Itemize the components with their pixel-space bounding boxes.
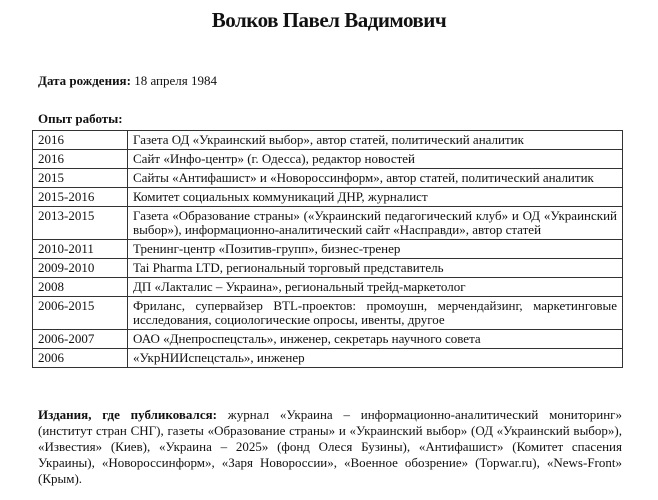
experience-row xyxy=(33,297,623,330)
experience-description-cell: Сайт «Инфо-центр» (г. Одесса), редактор новостей xyxy=(128,150,623,169)
experience-row xyxy=(33,150,623,169)
experience-description-cell: Тренинг-центр «Позитив-групп», бизнес-тренер xyxy=(128,240,623,259)
publications-text: журнал «Украина – информационно-аналитический мониторинг» (институт стран СНГ), газеты «Образование страны» и «Украинский выбор» (ОД «Украинский выбор»), «Известия» (Киев), «Украина – 2025» (фонд Олеся Бузины), «Антифашист» (Комитет спасения Украины), «Новороссинформ», «Заря Новороссии», «Военное обозрение» (Topwar.ru), «News-Front» (Крым). xyxy=(38,407,622,486)
experience-description-cell: Сайты «Антифашист» и «Новороссинформ», автор статей, политический аналитик xyxy=(128,169,623,188)
birth-date-label: Дата рождения: xyxy=(38,73,131,88)
experience-row xyxy=(33,207,623,240)
experience-period-cell: 2006-2015 xyxy=(33,297,128,330)
experience-description-cell: Газета ОД «Украинский выбор», автор статей, политический аналитик xyxy=(128,131,623,150)
person-name-heading: Волков Павел Вадимович xyxy=(211,8,447,32)
experience-period-cell: 2013-2015 xyxy=(33,207,128,240)
experience-description-cell: Комитет социальных коммуникаций ДНР, журналист xyxy=(128,188,623,207)
experience-row xyxy=(33,131,623,150)
publications-label: Издания, где публиковался: xyxy=(38,407,217,422)
experience-description-cell: ДП «Лакталис – Украина», региональный трейд-маркетолог xyxy=(128,278,623,297)
experience-period-cell: 2008 xyxy=(33,278,128,297)
experience-period-cell: 2016 xyxy=(33,131,128,150)
experience-period-cell: 2009-2010 xyxy=(33,259,128,278)
experience-row xyxy=(33,169,623,188)
experience-period-cell: 2006-2007 xyxy=(33,330,128,349)
experience-row xyxy=(33,188,623,207)
experience-description-cell: Tai Pharma LTD, региональный торговый представитель xyxy=(128,259,623,278)
experience-period-cell: 2010-2011 xyxy=(33,240,128,259)
experience-row xyxy=(33,330,623,349)
experience-description-cell: Газета «Образование страны» («Украинский педагогический клуб» и ОД «Украинский выбор»), информационно-аналитический сайт «Насправди», автор статей xyxy=(128,207,623,240)
experience-row xyxy=(33,278,623,297)
experience-row xyxy=(33,349,623,368)
experience-description-cell: ОАО «Днепроспецсталь», инженер, секретарь научного совета xyxy=(128,330,623,349)
experience-table xyxy=(32,130,623,368)
experience-period-cell: 2006 xyxy=(33,349,128,368)
experience-row xyxy=(33,240,623,259)
experience-period-cell: 2015-2016 xyxy=(33,188,128,207)
experience-period-cell: 2016 xyxy=(33,150,128,169)
experience-row xyxy=(33,259,623,278)
publications-paragraph xyxy=(38,407,622,487)
experience-period-cell: 2015 xyxy=(33,169,128,188)
experience-heading: Опыт работы: xyxy=(38,111,123,126)
experience-description-cell: «УкрНИИспецсталь», инженер xyxy=(128,349,623,368)
experience-description-cell: Фриланс, супервайзер BTL-проектов: промоушн, мерчендайзинг, маркетинговые исследования, социологические опросы, ивенты, другое xyxy=(128,297,623,330)
birth-date-line xyxy=(38,73,217,89)
birth-date-value: 18 апреля 1984 xyxy=(130,73,217,88)
